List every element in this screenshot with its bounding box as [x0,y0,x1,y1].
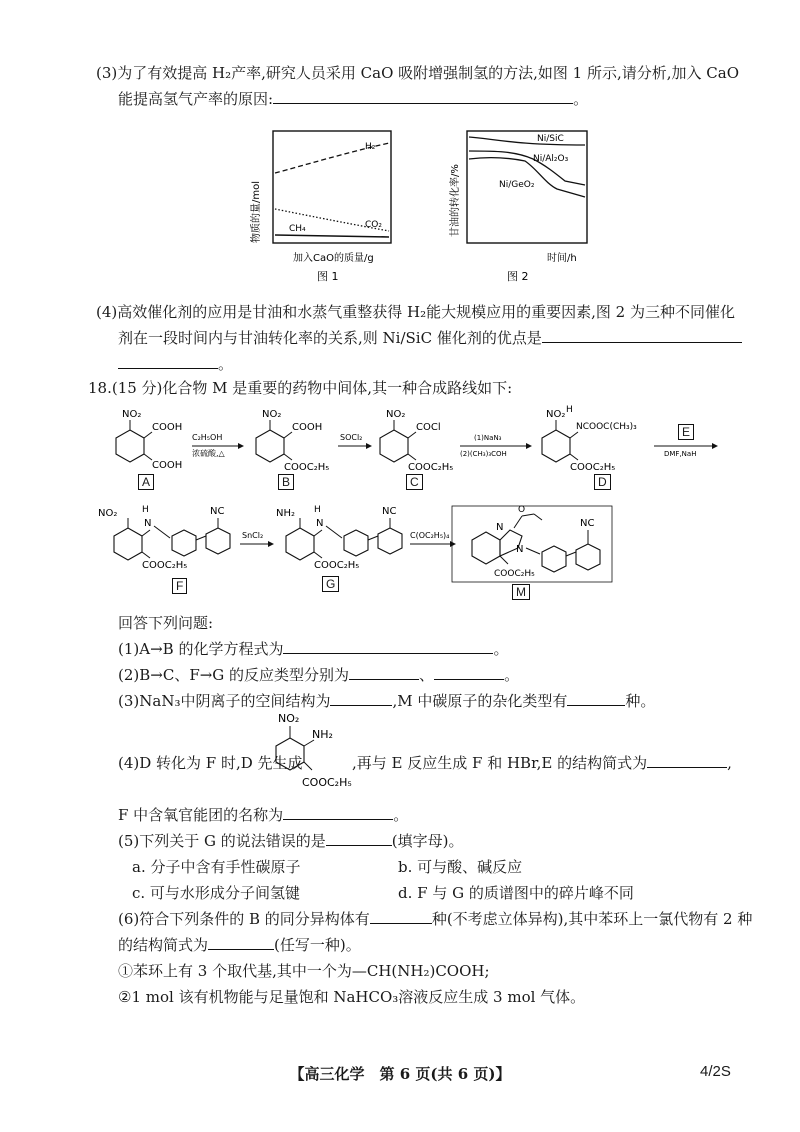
arrow2-top: SOCl₂ [340,433,363,442]
label-D: D [594,474,611,490]
q18-p4b [352,752,732,773]
q18-p1-blank[interactable] [283,639,493,654]
q3-line1: (3)为了有效提高 H₂产率,研究人员采用 CaO 吸附增强制氢的方法,如图 1 所示,请分析,加入 CaO [96,64,740,82]
q4-line1: (4)高效催化剂的应用是甘油和水蒸气重整获得 H₂能大规模应用的重要因素,图 2 为三种不同催化 [96,303,735,321]
B-cooh: COOH [292,422,323,433]
structure-D [542,405,637,473]
q18-p5-blank[interactable] [326,831,392,846]
q18-p6-text-b: 种(不考虑立体异构),其中苯环上一氯代物有 2 种 [431,910,753,928]
page-code: 4/2S [700,1063,731,1080]
q18-p3-blank-a[interactable] [330,691,392,706]
fig1-xlabel: 加入CaO的质量/g [293,253,374,264]
arrow1-top: C₂H₅OH [192,433,223,442]
q18-p4c [118,804,408,825]
fig2-ylabel: 甘油的转化率/% [450,164,461,237]
q18-p3-blank-b[interactable] [567,691,625,706]
q18-p2-sep: 、 [419,666,435,684]
q4-line3 [118,353,233,374]
q18-p6 [118,908,752,929]
B-no2: NO₂ [262,409,282,420]
F-n: N [144,518,152,529]
q4-line2-text: 剂在一段时间内与甘油转化率的关系,则 Ni/SiC 催化剂的优点是 [118,329,542,347]
figure-1 [245,125,405,290]
G-n: N [316,518,324,529]
arrow5-top: SnCl₂ [242,531,264,540]
M-cooet: COOC₂H₅ [494,569,535,579]
q18-p6-text-d: (任写一种)。 [274,936,361,954]
arrow1-bottom: 浓硫酸,△ [192,449,225,458]
q3-end: 。 [573,90,589,108]
fig2-series-nial2o3: Ni/Al₂O₃ [533,154,569,164]
p4-cooet: COOC₂H₅ [302,776,352,789]
G-nh2: NH₂ [276,508,296,519]
label-F: F [172,578,187,594]
q3-answer-blank[interactable] [273,89,573,104]
q18-p5-end: (填字母)。 [391,832,464,850]
D-cooet: COOC₂H₅ [570,462,616,473]
q18-p1-text: (1)A→B 的化学方程式为 [118,640,284,658]
structure-G [276,505,402,571]
q3-line2-text: 能提高氢气产率的原因: [118,90,274,108]
q18-condition-1: ①苯环上有 3 个取代基,其中一个为—CH(NH₂)COOH; [118,962,490,980]
label-A: A [138,474,154,490]
fig1-caption: 图 1 [317,270,339,283]
M-cn: NC [580,518,595,529]
structure-B [256,409,329,473]
fig1-ch4-curve [275,235,389,237]
structure-F [98,505,230,571]
M-n1: N [496,522,504,533]
B-cooet: COOC₂H₅ [284,462,330,473]
q18-p4-structure [262,706,352,802]
q4-end: 。 [218,355,234,373]
q18-p3-text-b: ,M 中碳原子的杂化类型有 [392,692,568,710]
q18-p5 [118,830,464,851]
q18-p1 [118,638,508,659]
synthesis-row-1 [88,398,728,498]
G-cooet: COOC₂H₅ [314,560,360,571]
q18-p5-text: (5)下列关于 G 的说法错误的是 [118,832,326,850]
q18-p3 [118,690,655,711]
q18-p4a: (4)D 转化为 F 时,D 先生成 [118,754,303,772]
fig1-series-co2: CO₂ [365,220,382,230]
D-h: H [566,405,573,415]
C-cooet: COOC₂H₅ [408,462,454,473]
q18-p4-blank-b[interactable] [283,805,393,820]
q18-condition-2: ②1 mol 该有机物能与足量饱和 NaHCO₃溶液反应生成 3 mol 气体。 [118,988,586,1006]
q18-p2-blank-b[interactable] [434,665,504,680]
q18-p6-text-c: 的结构简式为 [118,936,209,954]
G-h: H [314,505,321,515]
p4-no2: NO₂ [278,712,300,725]
fig1-ylabel: 物质的量/mol [251,180,262,243]
label-G: G [322,576,339,592]
q18-opt-d: d. F 与 G 的质谱图中的碎片峰不同 [398,884,634,902]
q18-opt-a: a. 分子中含有手性碳原子 [132,858,301,876]
q4-line2 [118,327,742,348]
F-h: H [142,505,149,515]
q18-p4b-text: ,再与 E 反应生成 F 和 HBr,E 的结构简式为 [352,754,648,772]
label-C: C [406,474,423,490]
D-nhboc: NCOOC(CH₃)₃ [576,422,637,432]
q18-p4c-end: 。 [393,806,409,824]
A-cooh2: COOH [152,460,183,471]
q18-p3-text-a: (3)NaN₃中阴离子的空间结构为 [118,692,331,710]
arrow6-top: C(OC₂H₅)₄ [410,531,450,540]
page-footer: 【高三化学 第 6 页(共 6 页)】 [289,1065,511,1083]
structure-A [116,409,182,471]
fig2-xlabel: 时间/h [547,253,577,264]
q18-intro: 回答下列问题: [118,614,214,632]
q18-p3-text-c: 种。 [625,692,656,710]
q18-p1-end: 。 [493,640,509,658]
q18-p4c-text: F 中含氧官能团的名称为 [118,806,284,824]
fig2-series-nigeo2: Ni/GeO₂ [499,180,535,190]
q18-p4-end: , [727,754,732,772]
fig1-series-h2: H₂ [365,142,376,152]
arrow3-bottom: (2)(CH₃)₃COH [460,450,507,458]
q18-p2-text: (2)B→C、F→G 的反应类型分别为 [118,666,350,684]
figure-2 [445,125,605,290]
arrow4-bottom: DMF,NaH [664,450,697,458]
F-no2: NO₂ [98,508,118,519]
G-cn: NC [382,506,397,517]
structure-C [380,409,453,473]
q18-p4-blank-a[interactable] [647,753,727,768]
q18-p2-blank-a[interactable] [349,665,419,680]
fig2-nisic-curve [469,137,585,145]
q18-opt-c: c. 可与水形成分子间氢键 [132,884,300,902]
synthesis-row-2 [100,500,720,600]
fig1-series-ch4: CH₄ [289,224,306,234]
fig2-series-nisic: Ni/SiC [537,134,564,144]
fig2-caption: 图 2 [507,270,529,283]
label-B: B [278,474,294,490]
q18-opt-b: b. 可与酸、碱反应 [398,858,523,876]
A-no2: NO₂ [122,409,142,420]
p4-nh2: NH₂ [312,728,333,741]
q18-p2-end: 。 [504,666,520,684]
A-cooh1: COOH [152,422,183,433]
C-cocl: COCl [416,422,441,433]
structure-M [472,505,600,579]
q18-p6-blank-b[interactable] [208,935,274,950]
arrow3-top: (1)NaN₃ [474,434,502,442]
F-cooet: COOC₂H₅ [142,560,188,571]
q18-p6-line2 [118,934,361,955]
q4-answer-blank-a[interactable] [542,328,742,343]
label-E: E [678,424,694,440]
q3-line2 [118,88,588,109]
q18-p2 [118,664,519,685]
D-no2: NO₂ [546,409,566,420]
svg-text:O: O [518,505,526,515]
q18-p6-blank-a[interactable] [370,909,432,924]
M-n2: N [516,544,524,555]
q4-answer-blank-b[interactable] [118,354,218,369]
q18-p6-text-a: (6)符合下列条件的 B 的同分异构体有 [118,910,370,928]
label-M: M [512,584,530,600]
q18-title: 18.(15 分)化合物 M 是重要的药物中间体,其一种合成路线如下: [88,379,513,397]
C-no2: NO₂ [386,409,406,420]
F-cn: NC [210,506,225,517]
